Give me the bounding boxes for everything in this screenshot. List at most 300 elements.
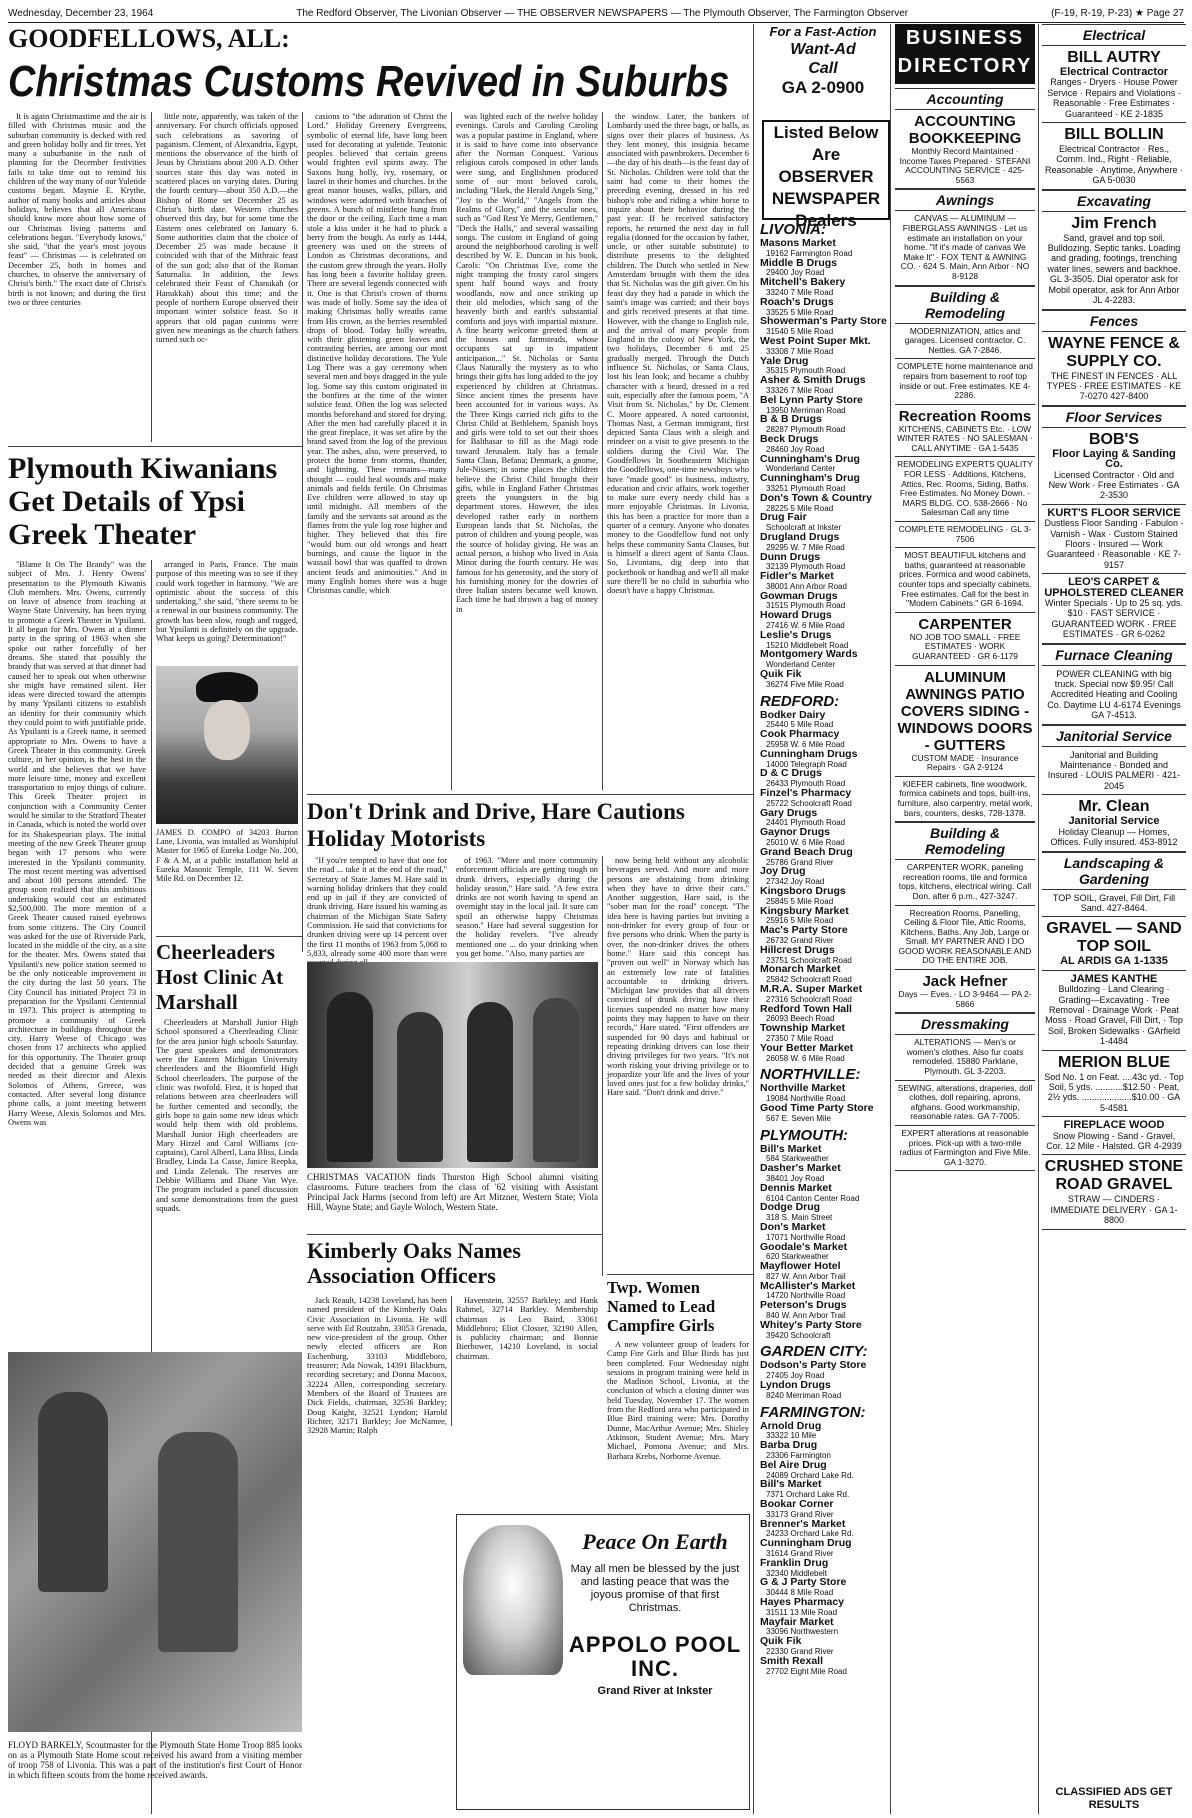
classified-ad-text: Dustless Floor Sanding · Fabulon - Varnish - Wax · Custom Stained Floors · Insured — Work Guaranteed · Reasonable · KE 7-9157 xyxy=(1044,518,1184,570)
classified-category: Furnace Cleaning xyxy=(1042,644,1186,666)
lead-col3-text: casions to "the adoration of Christ the Lord." Holiday Greenery Evergreens, symbolic of eternal life, have long been used for decorating at yuletide. Teutonic peoples believed that certain greens would frighten evil spirits away. The Saxons hung holly, ivy, rosemary, or laurel in their homes and churches. In the great manor houses, walks, pillars, and windows were adorned with branches of greens. A bunch of mistletoe hung from the door or the ceiling. Each time a man stole a kiss under it he had to pluck a berry from the bough. As early as 1444, greenery was used on the streets of London as Christmas decorations, and the custom grew through the years. Holly has long been a favorite holiday green. There are several legends connected with it. One is that Christ's crown of thorns was made of holly. Some say the idea of making Christmas holly wreaths came from His crown, as the berries resembled drops of blood. Today holly wreaths, with their glistening green leaves and contrasting berries, are among our most distinctive holiday decorations. The Yule Log There was a gay ceremony when several men and boys dragged in the yule log. Some say this custom originated in the bonfires at the time of the winter solstice feast. Often the log was selected months beforehand and stored for drying. After the men had carefully placed it in the great fireplace, it was set afire by the brand saved from the log of the previous year. The ashes, also, were preserved, to protect the home from storms, thunder, and lightning. These remains—many thought — could heal wounds and make animals and fields fertile. On Christmas Eve children were allowed to stay up until midnight. All members of the family and the servants sat around as the flames from the yule log rose higher and higher. They believed that this fire "would burn out old wrongs and heart burnings, and cause the liquor in the wassail bowl that was quaffed to drown ancient feuds and animosities." And in many English homes there was a huge Christmas candle, which xyxy=(307,112,447,596)
compo-caption: JAMES D. COMPO of 34203 Burton Lane, Livonia, was installed as Worshipful Master for 1965 of Eureka Lodge No. 200, F & A M, at a public installation held at Eureka Masonic Temple, 111 W. Seven Mile Rd. on December 12. xyxy=(156,828,298,884)
dealer-address: 39420 Schoolcraft xyxy=(766,1330,831,1340)
classified-ad xyxy=(1042,666,1186,725)
directory-ad-text: MODERNIZATION, attics and garages. Licensed contractor. C. Nettles. GA 7-2846. xyxy=(904,325,1026,355)
directory-ad-text: COMPLETE REMODELING · GL 3-7506 xyxy=(898,524,1032,544)
directory-ad xyxy=(895,1035,1035,1080)
dealer-city: GARDEN CITY: xyxy=(760,1343,868,1361)
dealer-address: 7371 Orchard Lake Rd. xyxy=(766,1490,850,1500)
dealer-address: 584 Starkweather xyxy=(766,1154,829,1164)
classified-category: Fences xyxy=(1042,310,1186,332)
dealer-name: Finzel's Pharmacy xyxy=(760,787,852,800)
dealer-item xyxy=(760,1101,888,1124)
dealer-name: Beck Drugs xyxy=(760,432,819,445)
classified-ad-headline: GRAVEL — SAND TOP SOIL xyxy=(1046,920,1182,956)
dealer-name: Cunningham Drugs xyxy=(760,747,858,760)
lead-col1-text: It is again Christmastime and the air is filled with Christmas music and the suburban community is decked with red and green holiday holly and fir trees. Yet many a suburbanite in the rush of planning for the December festivities fails to take time out to remind his children of the way many of our Yuletide customs began. Maynie E. Krythe, author of many books and articles about holidays, believes that all Americans should know more about how some of our Christmas living patterns and celebrations began. "Everybody knows," she said, "that the year's most joyous feast" — Christmas — is celebrated on December 25, both in homes and churches, to observe the anniversary of Christ's birth." The exact date of Christ's birth is not known; and during the first two or three centuries xyxy=(8,112,146,307)
classified-footer: CLASSIFIED ADS GET RESULTS xyxy=(1055,1786,1173,1811)
dealer-item xyxy=(760,1262,888,1282)
dealer-name: Arnold Drug xyxy=(760,1419,822,1432)
directory-category: Accounting xyxy=(895,88,1035,110)
dealer-name: Gowman Drugs xyxy=(760,589,838,602)
dealer-name: Township Market xyxy=(760,1022,845,1035)
directory-title-1: BUSINESS xyxy=(905,27,1025,49)
dealer-address: 33326 7 Mile Road xyxy=(766,385,834,395)
dealer-item xyxy=(760,670,888,690)
dealer-name: Northville Market xyxy=(760,1082,846,1095)
dealer-name: Hayes Pharmacy xyxy=(760,1596,845,1608)
dealer-city: FARMINGTON: xyxy=(760,1403,866,1421)
dealer-address: 25440 5 Mile Road xyxy=(766,720,834,730)
classified-ad-subhead: AL ARDIS GA 1-1335 xyxy=(1060,955,1168,968)
classified-ad-text: STRAW — CINDERS · IMMEDIATE DELIVERY · GA 1-8800 xyxy=(1050,1194,1178,1226)
dealer-name: Hillcrest Drugs xyxy=(760,943,835,956)
classified-ad-subhead: KURT'S FLOOR SERVICE xyxy=(1047,506,1181,519)
directory-ad xyxy=(895,860,1035,905)
dealer-address: 840 W. Ann Arbor Trail xyxy=(766,1311,846,1321)
dealer-address: 25842 Schoolcraft Road xyxy=(766,975,852,985)
classified-ad-text: Snow Plowing - Sand - Gravel, Cor. 12 Mile - Halsted. GR 4-2939 xyxy=(1046,1130,1182,1151)
dealer-name: West Point Super Mkt. xyxy=(760,334,871,347)
dealer-name: Dodson's Party Store xyxy=(760,1359,867,1372)
classified-ad xyxy=(1042,428,1186,505)
directory-ad-text: Recreation Rooms, Panelling, Ceiling & Floor Tile, Attic Rooms, Kitchens, Baths. Any Job, Large or Small. MY PARTNER AND I DO GOOD WORK REASONABLE AND DO THE ENTIRE JOB. xyxy=(898,907,1032,966)
directory-ad-headline: Recreation Rooms xyxy=(898,407,1032,425)
column-rule xyxy=(1038,24,1039,1814)
directory-ad-text: KIEFER cabinets, fine woodwork, formica cabinets and tops, built-ins, furniture, also carpentry, metal work, bars, counters, desks, 728-1378. xyxy=(897,778,1033,818)
kimberly-col2-text: Havenstein, 32557 Barkley; and Hank Rahmel, 32714 Barkley. Membership chairman is Leo Baird, 33061 Middleboro; Eliot Closser, 32190 Allen, is publicity chairman; and Bonnie Bierbower, 14210 Loveland, is social chairman. xyxy=(456,1296,598,1361)
cheer-headline: Cheerleaders Host Clinic At Marshall xyxy=(156,940,284,1014)
dealer-address: 318 S. Main Street xyxy=(766,1213,833,1223)
vacation-caption: CHRISTMAS VACATION finds Thurston High School alumni visiting classrooms. Future teachers from the class of '62 visiting with Assistant Principal Jack Harms (second from left) are Art Mitzner, Western State; Viola Hill, Wayne State; and Gayle Woloch, Western State. xyxy=(307,1172,598,1212)
directory-ad xyxy=(895,405,1035,458)
directory-ad xyxy=(895,110,1035,189)
classified-ad-subhead: LEO'S CARPET & UPHOLSTERED CLEANER xyxy=(1044,576,1184,599)
dealer-address: 36274 Five Mile Road xyxy=(766,679,844,689)
dealer-item xyxy=(760,1500,888,1520)
dealer-item xyxy=(760,334,888,357)
story-divider xyxy=(307,794,753,795)
twp-headline: Twp. Women Named to Lead Campfire Girls xyxy=(607,1278,716,1335)
peace-address: Grand River at Inkster xyxy=(597,1685,713,1697)
dealer-address: 8240 Merriman Road xyxy=(766,1390,842,1400)
directory-ad-text: REMODELING EXPERTS QUALITY FOR LESS · Additions, Kitchens, Attics, Rec. Rooms, Siding, Baths. Free Estimates. No Money Down. · MARS BLDG. CO. 538-2666 · No Salesman Call any time xyxy=(897,459,1033,518)
classified-ad-text: Sod No. 1 on Feat. ....43c yd. · Top Soil, 5 yds. ...........$12.50 · Peat, 2½ yds. ....................$10.00 · GA 5-4581 xyxy=(1044,1071,1184,1113)
dealers-heading: Listed Below Are OBSERVER NEWSPAPER Dealers xyxy=(762,120,890,220)
directory-ad xyxy=(895,457,1035,522)
dealer-address: 27350 7 Mile Road xyxy=(766,1033,834,1043)
lead-column-4 xyxy=(456,112,598,790)
directory-ad xyxy=(895,613,1035,666)
dealer-item xyxy=(760,1637,888,1657)
dealer-name: Masons Market xyxy=(760,237,836,249)
dealer-name: Gary Drugs xyxy=(760,806,818,819)
dealer-address: 27405 Joy Road xyxy=(766,1371,825,1381)
directory-ad xyxy=(895,906,1035,971)
dealer-name: Asher & Smith Drugs xyxy=(760,374,866,387)
dealer-address: 14720 Northville Road xyxy=(766,1291,846,1301)
directory-ad-text: EXPERT alterations at reasonable prices. Pick-up with a two-mile radius of Farmington and Five Mile. GA 1-3270. xyxy=(899,1128,1031,1167)
dealer-address: 23751 Schoolcraft Road xyxy=(766,955,852,965)
dealer-item xyxy=(760,415,888,435)
dealer-address: 620 Starkweather xyxy=(766,1252,829,1262)
masthead-date: Wednesday, December 23, 1964 xyxy=(8,7,154,19)
dealer-name: Montgomery Wards xyxy=(760,648,858,661)
dealer-name: Your Better Market xyxy=(760,1041,854,1054)
classified-ad-subhead: Electrical Contractor xyxy=(1059,66,1169,78)
dealer-address: 28460 Joy Road xyxy=(766,444,825,454)
dealer-item xyxy=(760,1041,888,1064)
classified-ad-headline: Jim French xyxy=(1071,214,1157,232)
dealer-name: Yale Drug xyxy=(760,354,809,367)
dealer-name: Grand Beach Drug xyxy=(760,845,853,858)
dealer-address: 33173 Grand River xyxy=(766,1509,834,1519)
classified-ad-headline: CRUSHED STONE ROAD GRAVEL xyxy=(1044,1158,1184,1194)
directory-ad-text: ALTERATIONS — Men's or women's clothes. Also fur coats remodeled. 15880 Parklane, Plymouth. GL 3-2203. xyxy=(906,1037,1024,1077)
dealer-address: 19162 Farmington Road xyxy=(766,248,853,258)
lead-headline: Christmas Customs Revived in Suburbs xyxy=(8,57,730,106)
dealer-address: 29400 Joy Road xyxy=(766,268,825,278)
classified-ad-subhead: Floor Laying & Sanding Co. xyxy=(1052,447,1176,471)
dealer-address: 27342 Joy Road xyxy=(766,877,825,887)
column-rule xyxy=(451,112,452,790)
drink-column-1 xyxy=(307,856,447,958)
classified-ad xyxy=(1042,917,1186,970)
dealer-name: Dennis Market xyxy=(760,1181,832,1194)
story-divider xyxy=(607,1274,753,1275)
dealer-name: McAllister's Market xyxy=(760,1279,856,1292)
dealer-name: Whitey's Party Store xyxy=(760,1318,862,1331)
column-rule xyxy=(151,112,152,442)
directory-ad-headline: Jack Hefner xyxy=(922,973,1008,991)
story-divider xyxy=(307,1234,602,1235)
dealer-name: Joy Drug xyxy=(760,865,806,878)
dealer-item xyxy=(760,1301,888,1321)
dealer-address: 23306 Farmington xyxy=(766,1451,831,1461)
classified-ad xyxy=(1042,971,1186,1051)
directory-ad-text: CUSTOM MADE · Insurance Repairs · GA 2-9124 xyxy=(911,752,1019,773)
classified-ad-text: Janitorial and Building Maintenance · Bonded and Insured · LOUIS PALMERI · 421-2045 xyxy=(1047,749,1181,791)
dealer-name: Howard Drugs xyxy=(760,609,832,622)
dealer-item xyxy=(760,1598,888,1618)
dealer-address: 24401 Plymouth Road xyxy=(766,818,846,828)
classified-ad-text: Holiday Cleanup — Homes, Offices. Fully insured. 453-8912 xyxy=(1050,826,1178,848)
dealer-address: 25916 5 Mile Road xyxy=(766,916,834,926)
dealer-name: B & B Drugs xyxy=(760,413,822,426)
dealer-name: Cook Pharmacy xyxy=(760,728,840,741)
lead-column-1 xyxy=(8,112,146,442)
dealer-address: 26433 Plymouth Road xyxy=(766,779,846,789)
dealer-address: 17071 Northville Road xyxy=(766,1232,846,1242)
classified-ad-headline: BILL AUTRY xyxy=(1067,49,1161,66)
dealer-name: Cunningham's Drug xyxy=(760,472,860,485)
want-ad-phone: GA 2-0900 xyxy=(781,78,865,97)
dealer-name: Bill's Market xyxy=(760,1142,822,1155)
dealer-name: Franklin Drug xyxy=(760,1556,829,1569)
dealer-address: 31511 13 Mile Road xyxy=(766,1607,838,1617)
peace-body: May all men be blessed by the just and lasting peace that was the joyous promise of that first Christmas. xyxy=(570,1563,740,1614)
figure-shape xyxy=(467,1002,513,1162)
dealer-address: 31614 Grand River xyxy=(766,1549,834,1559)
dealer-item xyxy=(760,730,888,750)
drink-col2-text: of 1963. "More and more community enforcement officials are getting tough on drunk drivers, especially during the holiday season," Hare said. "A few extra drinks are not worth having to spend an overnight stay in the local jail. It sure can spoil an otherwise happy Christmas season." Hare had several suggestion for the holiday revelers. "I've already mentioned one ... do your drinking when you get home. "Also, many parties are xyxy=(456,856,598,958)
masthead-center: The Redford Observer, The Livonian Observer — THE OBSERVER NEWSPAPERS — The Plymouth Observer, The Farmington Observer xyxy=(296,7,909,19)
kiwanis-col1-text: "Blame It On The Brandy" was the subject of Mrs. J. Henry Owens' presentation to the Plymouth Kiwanis Club members. Mrs. Owens, currently on leave of absence from teaching at Wayne State University, has been trying to promote a Greek Theater in Ypsilanti. It all began for Mrs. Owens at a dinner party in the spring of 1963 when she spoke out rather forcefully of her dreams. She stated that possibly the brandy that was served at that dinner had caused her to speak out when otherwise she might have remained silent. Her ideas were directed toward the attempts by many Ypsilanti citizens to establish an identity for their community which they could point to with justifiable pride. As Ypsilanti is a Greek name, it seemed appropriate to Mrs. Owens to have a Greek Theater in this community. Greek culture, in her opinion, is the best in the world and she believes that we have more leisure time, money and excellent transportation to enjoy things of culture. This Greek Theater project in conjunction with a Community Center would be similar to the Stratford Theater in Canada, which is noted the world over for its Shakespearian plays. The initial meeting of the new Greek Theater group began with 17 persons who were interested in the Ypsilanti community. The most recent meeting was advertised and about 100 persons attended. The group soon realized that this ambitious undertaking would cost an estimated $2,500,000. The more mention of a Greek Theater caused raised eyebrows from some citizens. The City Council was asked for the use of Riverside Park, located in the middle of the city, as a site for the theater. Mrs. Owens stated that Ypsilanti's new police station seemed to be the only noticeable improvement in the city during the last 50 years. The City Council has initiated Project 73 in preparation for the Ypsilanti Centennial in 1973. This project is attempting to promote a community of Greek architecture in buildings throughout the city. Harry Weese of Chicago was chosen from 17 architects who applied for this opportunity. The Theater group decided that a genuine Greek was needed as their director and Alexis Solomos of Athens, Greece, was contacted. After several long distance phone calls, a joint meeting between Harry Weese, Alexis Solomos and Mrs. Owens was xyxy=(8,560,146,1127)
dealer-city: REDFORD: xyxy=(760,692,840,710)
dealer-address: 25845 5 Mile Road xyxy=(766,896,834,906)
lead-column-5 xyxy=(607,112,749,790)
dealer-name: Cunningham's Drug xyxy=(760,452,860,465)
dealer-address: 33308 7 Mile Road xyxy=(766,346,834,356)
dealer-name: Mayflower Hotel xyxy=(760,1260,841,1273)
want-ad-line3: Call xyxy=(808,60,838,77)
dealer-address: 33251 Plymouth Road xyxy=(766,483,846,493)
twp-body-text: A new volunteer group of leaders for Camp Fire Girls and Blue Birds has just been completed. Four Wednesday night sessions in program training were held in the Madison School, Livonia, at the conclusion of which a closing dinner was held Tuesday, November 17. The women from the Redford area who participated in Blue Bird training were: Mrs. Dorothy Dunne, MacArthur Avenue; Mrs. Shirley Atkinson, Student Avenue; Mrs. Mary Michael, Pomona Avenue; and Mrs. Barbara Krebs, Norborne Avenue. xyxy=(607,1340,749,1461)
kimberly-headline: Kimberly Oaks Names Association Officers xyxy=(307,1238,521,1288)
dealer-item xyxy=(760,982,888,1005)
dealer-address: 567 E. Seven Mile xyxy=(766,1113,831,1123)
kiwanis-headline: Plymouth Kiwanians Get Details of Ypsi Greek Theater xyxy=(8,452,278,551)
figure-shape xyxy=(38,1392,108,1592)
dealer-item xyxy=(760,239,888,259)
kimberly-col1-text: Jack Reault, 14238 Loveland, has been named president of the Kimberly Oaks Civic Association in Livonia. He will serve with Ed Routzahn, 33053 Grenada, new vice-president of the group. Other newly elected officers are Ron Eschenburg, 33103 Middleboro, treasurer; Ada Nowak, 14391 Blackburn, recording secretary; and Donna Macoox, 32224 Allen, corresponding secretary. Members of the Board of Trustees are Dick Fields, chairman, 32536 Barkley; Doug Kaight, 32521 Lyndon; Harold Richter, 32171 Barkley; Joe McNamee, 32928 Martin; Ralph xyxy=(307,1296,447,1436)
directory-ad-text: CANVAS — ALUMINUM — FIBERGLASS AWNINGS · Let us estimate an installation on your home. "If it's made of canvas We Make It" · FOX TENT & AWNING CO. · 624 S. Main, Ann Arbor · NO 8-9128 xyxy=(900,213,1030,281)
dealer-address: 28225 5 Mile Road xyxy=(766,503,834,513)
dealer-address: 25722 Schoolcraft Road xyxy=(766,798,852,808)
column-rule xyxy=(451,1296,452,1426)
dealer-name: Mayfair Market xyxy=(760,1615,834,1628)
twp-body xyxy=(607,1340,749,1510)
dealer-name: Quik Fik xyxy=(760,668,802,681)
directory-ad xyxy=(895,777,1035,822)
dealer-address: 32340 Middlebelt xyxy=(766,1568,827,1578)
dealer-address: 19084 Northville Road xyxy=(766,1094,846,1104)
dealer-item xyxy=(760,1654,888,1677)
dealer-item xyxy=(760,376,888,396)
directory-category: Awnings xyxy=(895,189,1035,211)
drink-col1-text: "If you're tempted to have that one for the road ... take it at the end of the road," Secretary of State James M. Hare said in warning holiday drinkers that they could end up in jail if they are convicted of drunk driving. Hare issued his warning as chairman of the Michigan State Safety Commission. He said that convictions for drunken driving were up 14 percent over the first 11 months of 1963 from 5,068 to 5,833, already some 400 more than were xyxy=(307,856,447,958)
directory-ad xyxy=(895,522,1035,548)
dealer-address: 15210 Middlebelt Road xyxy=(766,640,849,650)
classified-ad-subhead: FIREPLACE WOOD xyxy=(1063,1119,1165,1132)
cheer-body xyxy=(156,1018,298,1308)
kiwanis-column-2 xyxy=(156,560,298,660)
column-rule xyxy=(602,112,603,790)
dealer-address: 827 W. Ann Arbor Trail xyxy=(766,1271,846,1281)
lead-col5-text: the window. Later, the bankers of Lombardy used the three bags, or balls, as signs over their places of business. As they lent money, this insignia became associated with pawnbrokers. December 6—the day of his death—is the feast day of St. Nicholas. Children were told that the saint had come to their homes the preceding evening, dressed in his red bishop's robe and riding a white horse to inquire about their behavior during the past year. If he received satisfactory reports, he returned the next day in full regalia (donned for the occasion by father, uncle, or other suitable substitute) to distribute presents to the delighted children. The Dutch who settled in New Amsterdam brought with them the idea that St. Nicholas was the gift giver. On his feast day they had a parade in which the saint's image was carried; and their boys and girls received presents at that time. However, with the change to English rule, and the arrival of many people from England in the colony of New York, the two holidays, December 6 and 25 gradually merged. Through the Dutch influence St. Nicholas, or Santa Claus, lost his lean look; and became a chubby character with a beard, dressed in a red suit, especially after the famous poem, "A Visit from St. Nicholas," by Dr. Clement C. Moore appeared. A noted cartoonist, Thomas Nast, a German immigrant, first depicted Santa Claus with a sleigh and reindeer on a visit to give presents to the soldiers during the Civil War. The Goodfellows In Southeastern Michigan the Goodfellows, one-time newsboys who have "made good" in business, industry, education and civic affairs, work together to make sure every needy child has a more enjoyable Christmas. In Livonia, this has been a practice for more than a quarter of a century. Anyone who donates money to the Goodfellow fund not only helps these community Santa Clauses, but is himself a direct agent of Santa Claus. So, Livonians, dig deep into that pocketbook or handbag and we'll all make sure there'll be no child in suburbia who doesn't have a happy Christmas. xyxy=(607,112,749,596)
directory-ad-text: SEWING, alterations, draperies, doll clothes, doll repairing, aprons, afghans. Good workmanship, reasonable rates. GA 7-7005. xyxy=(897,1082,1033,1122)
classified-ad-headline: BOB'S xyxy=(1088,430,1140,448)
classified-category: Floor Services xyxy=(1042,406,1186,428)
classified-ad xyxy=(1042,1117,1186,1155)
dealer-address: 32139 Plymouth Road xyxy=(766,562,846,572)
dealer-name: Kingsboro Drugs xyxy=(760,885,846,897)
face-shape xyxy=(204,700,250,760)
barkely-caption: FLOYD BARKELY, Scoutmaster for the Plymouth State Home Troop 885 looks on as a Plymouth State Home scout received his award from a visiting member of troop 758 of Livonia. This was a part of the institution's first Court of Honor in which fifteen scouts from the home received awards. xyxy=(8,1740,302,1780)
dealer-item xyxy=(760,1203,888,1223)
directory-ad xyxy=(895,548,1035,613)
dealer-name: Peterson's Drugs xyxy=(760,1299,847,1312)
dealer-address: 27702 Eight Mile Road xyxy=(766,1666,847,1676)
dealer-name: Bill's Market xyxy=(760,1478,822,1491)
classified-category: Electrical xyxy=(1042,24,1186,46)
dealer-item xyxy=(760,1164,888,1184)
vacation-photo xyxy=(307,962,598,1168)
dealer-item xyxy=(760,1539,888,1559)
dealer-name: Monarch Market xyxy=(760,963,841,976)
directory-ad-text: MOST BEAUTIFUL kitchens and baths, guaranteed at reasonable prices. Formica and wood cabinets, counter tops and specialty cabinets. Free estimates. Call for the best in "Modern Cabinets." GR 6-1694. xyxy=(898,550,1032,609)
dealer-address: 38001 Ann Arbor Road xyxy=(766,581,847,591)
compo-photo xyxy=(156,666,298,824)
directory-category: Dressmaking xyxy=(895,1013,1035,1035)
classified-category: Excavating xyxy=(1042,190,1186,212)
dealer-address: 38401 Joy Road xyxy=(766,1173,825,1183)
classified-ad xyxy=(1042,332,1186,406)
directory-title-2: DIRECTORY xyxy=(897,55,1033,77)
directory-ad xyxy=(895,1126,1035,1171)
classified-ad-headline: BILL BOLLIN xyxy=(1064,126,1164,144)
lead-column-2 xyxy=(156,112,298,442)
dealer-item xyxy=(760,828,888,848)
dealer-name: Drug Fair xyxy=(760,511,807,524)
story-divider xyxy=(8,446,302,447)
directory-ad-text: KITCHENS, CABINETS Etc. · LOW WINTER RATES · NO SALESMAN · CALL ANYTIME · GA 1-5435 xyxy=(897,423,1033,453)
masthead-page: (F-19, R-19, P-23) ★ Page 27 xyxy=(1051,7,1184,19)
directory-category: Building & Remodeling xyxy=(895,286,1035,324)
dealer-item xyxy=(760,789,888,809)
dealer-item xyxy=(760,278,888,298)
dealer-address: 13950 Merriman Road xyxy=(766,405,846,415)
dealer-item xyxy=(760,432,888,455)
dealer-address: 33525 5 Mile Road xyxy=(766,307,834,317)
classified-ad-headline: Mr. Clean xyxy=(1078,798,1150,816)
dealer-name: D & C Drugs xyxy=(760,767,822,780)
drink-column-2 xyxy=(456,856,598,958)
classified-ad-text: TOP SOIL, Gravel, Fill Dirt, Fill Sand. 427-8464. xyxy=(1052,892,1176,913)
lead-col4-text: was lighted each of the twelve holiday evenings. Carols and Caroling Caroling was a popular pastime in England, where it is said to have come into observance after the Norman Conquest. Various religious carols composed in other lands were sung, and Englishmen produced some of our most beloved carols, including "Hark, the Herald Angels Sing," "Joy to the World," "Angels from the Realms of Glory," and the secular ones, such as "God Rest Ye Merry, Gentlemen," "Deck the Halls," and several wassailing songs. The custom in England of going around the neighborhood caroling is well described by W. E. Duncan in his book, Carols: "On Christmas Eve, come the night tramping the frosty carol singers spent half bound ways and frosty woodlands, now and once striking up their old melodies, which sang of the heavenly birth and earth's substantial comforts and joys with impartial mixture. A fine hearty welcome greeted them at the houses and farmsteads, whose occupants sat up in impatient anticipation..." St. Nicholas or Santa Claus Naturally the mystery as to who brings their gifts has long added to the joy experienced by children at Christmas. Since ancient times the presents have been accounted for in various ways. As the Three Kings carried rich gifts to the Christ Child at Bethlehem, Spanish boys and girls were told to set out their shoes for Balthasar to fill as the Magi rode toward Jerusalem. Italy has a female Santa Claus, Befana; Denmark, a gnome, Jule-Nissen; in some places the children believe the Christ Child brought their gifts, while in England Father Christmas greets the youngsters in the big department stores. However, the idea developed rather early in northern European lands that St. Nicholas, the patron of children and young people, was the source of holiday giving. He was an actual person, a bishop who lived in Asia Minor during the fourth century. He was famous for his generosity, and the story of his furnishing money for the dowries of three Italian sisters became well known. Each time he had thrown a bag of money in xyxy=(456,112,598,614)
dealer-name: Dasher's Market xyxy=(760,1162,841,1175)
classified-category: Landscaping & Gardening xyxy=(1042,852,1186,890)
masthead xyxy=(8,4,1184,23)
dealer-item xyxy=(760,1318,888,1341)
directory-ad-text: NO JOB TOO SMALL · FREE ESTIMATES · WORK GUARANTEED · GR 6-1179 xyxy=(909,631,1021,661)
directory-category: Building & Remodeling xyxy=(895,822,1035,860)
dealer-name: Middle B Drugs xyxy=(760,256,838,269)
classified-ad xyxy=(1042,123,1186,190)
dealer-name: Bel Aire Drug xyxy=(760,1458,827,1471)
story-divider xyxy=(156,936,302,937)
dealer-name: Drugland Drugs xyxy=(760,530,840,543)
dealer-name: Bodker Dairy xyxy=(760,708,826,721)
dealer-name: Mac's Party Store xyxy=(760,924,848,937)
dealer-name: Roach's Drugs xyxy=(760,295,834,308)
classified-ad-text: Electrical Contractor · Res., Comm. Ind., Right · Reliable, Reasonable · Anytime, Anywhere · GA 5-0030 xyxy=(1044,144,1184,186)
dealer-address: 24089 Orchard Lake Rd. xyxy=(766,1470,854,1480)
kimberly-column-2 xyxy=(456,1296,598,1422)
dealer-address: 26058 W. 6 Mile Road xyxy=(766,1053,845,1063)
classified-ad-subhead: JAMES KANTHE xyxy=(1070,972,1158,985)
dealer-item xyxy=(760,926,888,946)
dealer-item xyxy=(760,1220,888,1243)
dealer-item xyxy=(760,887,888,907)
directory-ad xyxy=(895,1081,1035,1126)
drink-headline: Don't Drink and Drive, Hare Cautions Holiday Motorists xyxy=(307,799,685,851)
dealer-name: Brenner's Market xyxy=(760,1517,846,1530)
directory-ad xyxy=(895,666,1035,777)
dealer-name: Showerman's Party Store xyxy=(760,315,887,328)
dealer-name: Lyndon Drugs xyxy=(760,1379,831,1392)
classified-ad-text: Bulldozing · Land Clearing · Grading—Excavating · Tree Removal · Drainage Work · Peat Moss · Road Gravel, Fill Dirt, · Top Soil, Broken Sidewalks · GArfield 1-4484 xyxy=(1045,984,1183,1047)
barkely-photo xyxy=(8,1352,302,1732)
directory-list xyxy=(895,88,1035,1814)
dealer-address: 6104 Canton Center Road xyxy=(766,1193,860,1203)
dealer-address: Wonderland Center xyxy=(766,464,836,474)
dealer-address: 31540 5 Mile Road xyxy=(766,327,834,337)
directory-ad xyxy=(895,324,1035,360)
kiwanis-col2-text: arranged in Paris, France. The main purpose of this meeting was to see if they could work together in harmony. "We are optimistic about the success of this undertaking," she said, "there seems to be a renewal in our business community. The growth has been slow, rough and rugged, but Ypsilanti is definitely on the upgrade. What keeps us going? Determination!" xyxy=(156,560,298,644)
classified-ad-headline: MERION BLUE xyxy=(1058,1053,1170,1071)
classified-ad xyxy=(1042,574,1186,643)
dealer-address: 28287 Plymouth Road xyxy=(766,425,846,435)
classified-ad xyxy=(1042,46,1186,123)
column-rule xyxy=(753,24,754,1814)
column-rule xyxy=(890,24,891,1814)
lead-kicker: GOODFELLOWS, ALL: xyxy=(8,24,290,53)
classified-ad xyxy=(1042,890,1186,918)
dealer-name: Bel Lynn Party Store xyxy=(760,393,863,406)
dealer-city: PLYMOUTH: xyxy=(760,1126,849,1144)
dealer-address: 24233 Orchard Lake Rd. xyxy=(766,1529,854,1539)
figure-shape xyxy=(158,1432,238,1652)
dealer-name: Redford Town Hall xyxy=(760,1002,852,1015)
dealer-item xyxy=(760,474,888,494)
dealer-address: 26732 Grand River xyxy=(766,935,834,945)
peace-ad xyxy=(456,1514,750,1810)
dealer-name: Kingsbury Market xyxy=(760,904,849,917)
dealer-name: Bookar Corner xyxy=(760,1498,834,1511)
directory-ad xyxy=(895,970,1035,1013)
directory-ad-text: COMPLETE home maintenance and repairs from basement to roof top inside or out. Free estimates. KE 4-2286. xyxy=(897,361,1033,401)
directory-ad-text: CARPENTER WORK, paneling recreation rooms, tile and formica tops, kitchens, electrical wiring. Call Don, after 6 p.m., 427-3247. xyxy=(898,862,1032,901)
dealer-name: Don's Town & Country xyxy=(760,491,872,504)
dealer-name: Barba Drug xyxy=(760,1439,818,1452)
classified-ad xyxy=(1042,1051,1186,1118)
dealer-address: 14000 Telegraph Road xyxy=(766,759,847,769)
classified-ad-text: POWER CLEANING with big truck. Special now $9.95! Call Accredited Heating and Cooling Co. Daytime LU 4-6174 Evenings GA 7-4513. xyxy=(1047,668,1181,721)
dealer-address: 35315 Plymouth Road xyxy=(766,366,846,376)
figure-shape xyxy=(397,1012,443,1162)
right-classified-column xyxy=(1042,24,1186,1784)
dealer-item xyxy=(760,513,888,533)
figure-shape xyxy=(327,992,373,1162)
kimberly-column-1 xyxy=(307,1296,447,1616)
lead-column-3 xyxy=(307,112,447,790)
madonna-illustration xyxy=(463,1525,563,1675)
dealer-address: 27316 Schoolcraft Road xyxy=(766,994,852,1004)
classified-ad xyxy=(1042,795,1186,851)
directory-ad xyxy=(895,359,1035,404)
drink-column-3 xyxy=(607,856,749,1276)
directory-ad-headline: CARPENTER xyxy=(918,615,1012,633)
cheer-body-text: Cheerleaders at Marshall Junior High School sponsored a Cheerleading Clinic for the area junior high schools Saturday. The guest speakers and demonstrators were the Eastern Michigan University cheerleaders and the Bloomfield High School cheerleaders. The purpose of the clinic was twofold. First, it is hoped that relations between area cheerleaders will be further cemented and secondly, the girls hope to gain some new ideas which would help them with old problems. Marshall Junior High cheerleaders are Mary Hirzel and Carol Williams (co-captains), Carol Albertl, Lana Bliss, Linda Bradley, Linda La Casse, Janice Reepka, and Linda Zelenak. The reserves are Debbie Williams and Diane Van Wye. The program included a panel discussion and some demonstrations from the guest squads. xyxy=(156,1018,298,1213)
dealer-name: Mitchell's Bakery xyxy=(760,276,846,289)
drink-col3-text: now being held without any alcoholic beverages served. And more and more persons are abstaining from drinking when they have to drive their cars." Another suggestion, Hare said, is the "sober man for the road" concept. "The idea here is having parties but inviting a non-drinker for every group of four or five persons who drink. When the party is over, the non-drinker drives the others home." Hare said this concept has "proven out well" in Norway which has an extremely low rate of fatalities accountable to drinking drivers. "Michigan law provides that all drivers convicted of drunk driving have their licenses suspended no matter how many points they may happen to have on their records," Hare stated. "First offenders are suspended for 90 days and habitual or repeating drinking drivers can lose their driving privileges for two years. "It's not worth risking your driving privilege or to jeopardize your life and the lives of your loved ones just for a few holiday drinks," Hare said. "Don't drink and drive." xyxy=(607,856,749,1098)
dealer-name: Gaynor Drugs xyxy=(760,826,831,839)
classified-ad-subhead: Janitorial Service xyxy=(1068,815,1160,828)
dealer-address: 31515 Plymouth Road xyxy=(766,601,846,611)
column-rule xyxy=(602,856,603,1276)
